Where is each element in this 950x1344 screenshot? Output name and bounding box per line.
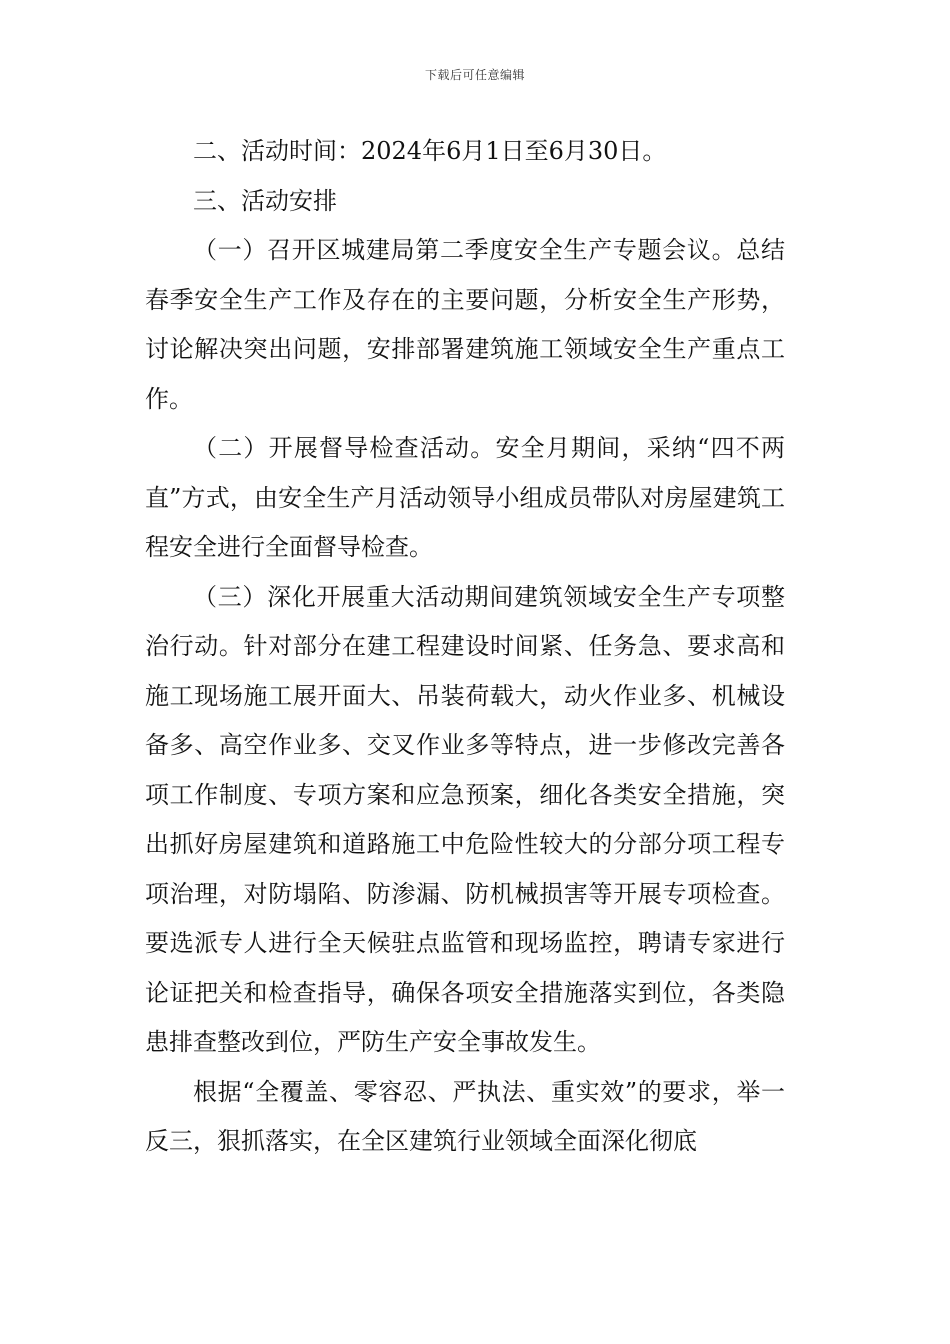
paragraph-item-2: （二）开展督导检查活动。安全月期间，采纳“四不两直”方式，由安全生产月活动领导小组成员带队对房屋建筑工程安全进行全面督导检查。 (145, 434, 785, 561)
paragraph-requirements: 根据“全覆盖、零容忍、严执法、重实效”的要求，举一反三，狠抓落实，在全区建筑行业领域全面深化彻底 (145, 1077, 785, 1155)
page-header: 下载后可任意编辑 (424, 68, 525, 82)
paragraph-item-3: （三）深化开展重大活动期间建筑领域安全生产专项整治行动。针对部分在建工程建设时间紧、任务急、要求高和施工现场施工展开面大、吊装荷载大，动火作业多、机械设备多、高空作业多、交叉作业多等特点，进一步修改完善各项工作制度、专项方案和应急预案，细化各类安全措施，突出抓好房屋建筑和道路施工中危险性较大的分部分项工程专项治理，对防塌陷、防渗漏、防机械损害等开展专项检查。要选派专人进行全天候驻点监管和现场监控，聘请专家进行论证把关和检查指导，确保各项安全措施落实到位，各类隐患排查整改到位，严防生产安全事故发生。 (145, 582, 785, 1056)
paragraph-item-1: （一）召开区城建局第二季度安全生产专题会议。总结春季安全生产工作及存在的主要问题，分析安全生产形势，讨论解决突出问题，安排部署建筑施工领域安全生产重点工作。 (145, 236, 785, 413)
paragraph-activity-time: 二、活动时间：2024年6月1日至6月30日。 (193, 137, 667, 165)
paragraph-activity-arrangement: 三、活动安排 (193, 186, 337, 215)
document-body (145, 127, 785, 1167)
